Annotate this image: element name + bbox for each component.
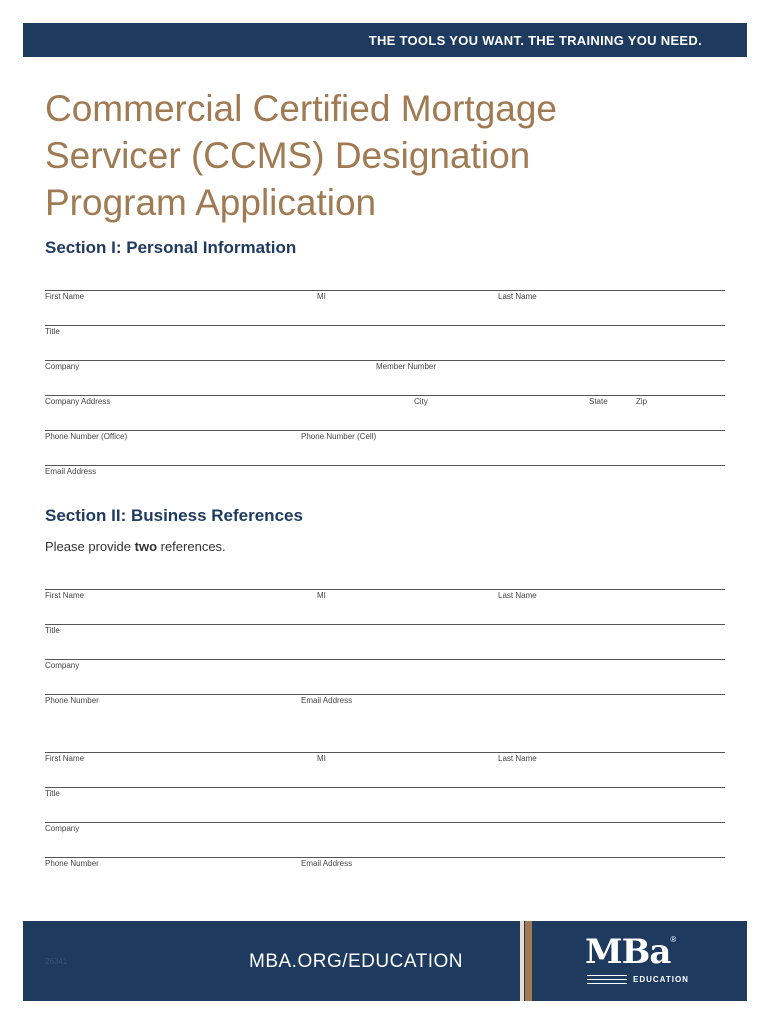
state-label: State — [589, 397, 608, 406]
logo-bar — [587, 975, 627, 976]
ref2-email-label: Email Address — [301, 859, 353, 868]
logo-mark: MBa — [585, 932, 671, 972]
ref2-phone-label: Phone Number — [45, 859, 99, 868]
ref1-company-label: Company — [45, 661, 80, 670]
city-label: City — [414, 397, 428, 406]
logo-bar — [587, 983, 627, 984]
ref1-first-name-label: First Name — [45, 591, 85, 600]
ref1-email-label: Email Address — [301, 696, 353, 705]
footer-divider-stripes — [520, 921, 534, 1001]
title-label: Title — [45, 327, 60, 336]
email-label: Email Address — [45, 467, 97, 476]
phone-cell-label: Phone Number (Cell) — [301, 432, 377, 441]
ref2-company-label: Company — [45, 824, 80, 833]
footer-url-link[interactable]: MBA.ORG/EDUCATION — [249, 951, 463, 972]
ref1-phone-label: Phone Number — [45, 696, 99, 705]
references-instruction — [45, 539, 226, 554]
title-line: Servicer (CCMS) Designation — [45, 135, 531, 176]
ref1-mi-label: MI — [317, 591, 326, 600]
title-line: Commercial Certified Mortgage — [45, 88, 558, 129]
ref2-name-field[interactable] — [45, 752, 725, 753]
first-name-field[interactable] — [45, 290, 725, 291]
ref2-last-name-label: Last Name — [498, 754, 537, 763]
stripe-gold — [525, 921, 532, 1001]
logo-bar — [587, 979, 627, 980]
ref2-phone-field[interactable] — [45, 857, 725, 858]
instruction-text: Please provide — [45, 539, 135, 554]
company-label: Company — [45, 362, 80, 371]
company-field[interactable] — [45, 360, 725, 361]
stripe-light — [520, 921, 524, 1001]
ref1-title-label: Title — [45, 626, 60, 635]
ref1-name-field[interactable] — [45, 589, 725, 590]
tagline: THE TOOLS YOU WANT. THE TRAINING YOU NEED. — [368, 33, 702, 48]
ref1-last-name-label: Last Name — [498, 591, 537, 600]
member-number-label: Member Number — [376, 362, 437, 371]
phone-office-label: Phone Number (Office) — [45, 432, 128, 441]
title-line: Program Application — [45, 182, 377, 223]
ref2-title-label: Title — [45, 789, 60, 798]
ref1-phone-field[interactable] — [45, 694, 725, 695]
ref2-mi-label: MI — [317, 754, 326, 763]
registered-mark: ® — [670, 935, 677, 944]
company-address-label: Company Address — [45, 397, 111, 406]
logo-bars — [587, 975, 627, 987]
instruction-count: two — [134, 539, 158, 554]
ref2-title-field[interactable] — [45, 787, 725, 788]
logo-subtitle: EDUCATION — [633, 975, 689, 984]
phone-field[interactable] — [45, 430, 725, 431]
mi-label: MI — [317, 292, 326, 301]
company-address-field[interactable] — [45, 395, 725, 396]
instruction-text-end: references. — [157, 539, 226, 554]
footer-banner — [23, 921, 747, 1001]
email-field[interactable] — [45, 465, 725, 466]
last-name-label: Last Name — [498, 292, 537, 301]
page-title — [45, 85, 665, 226]
section-heading-references: Section II: Business References — [45, 506, 303, 525]
title-field[interactable] — [45, 325, 725, 326]
zip-label: Zip — [636, 397, 648, 406]
section-heading-personal: Section I: Personal Information — [45, 238, 297, 257]
form-code: 26341 — [45, 957, 68, 966]
ref1-company-field[interactable] — [45, 659, 725, 660]
ref2-company-field[interactable] — [45, 822, 725, 823]
top-banner — [23, 23, 747, 57]
first-name-label: First Name — [45, 292, 85, 301]
ref2-first-name-label: First Name — [45, 754, 85, 763]
ref1-title-field[interactable] — [45, 624, 725, 625]
mba-logo — [585, 932, 705, 989]
